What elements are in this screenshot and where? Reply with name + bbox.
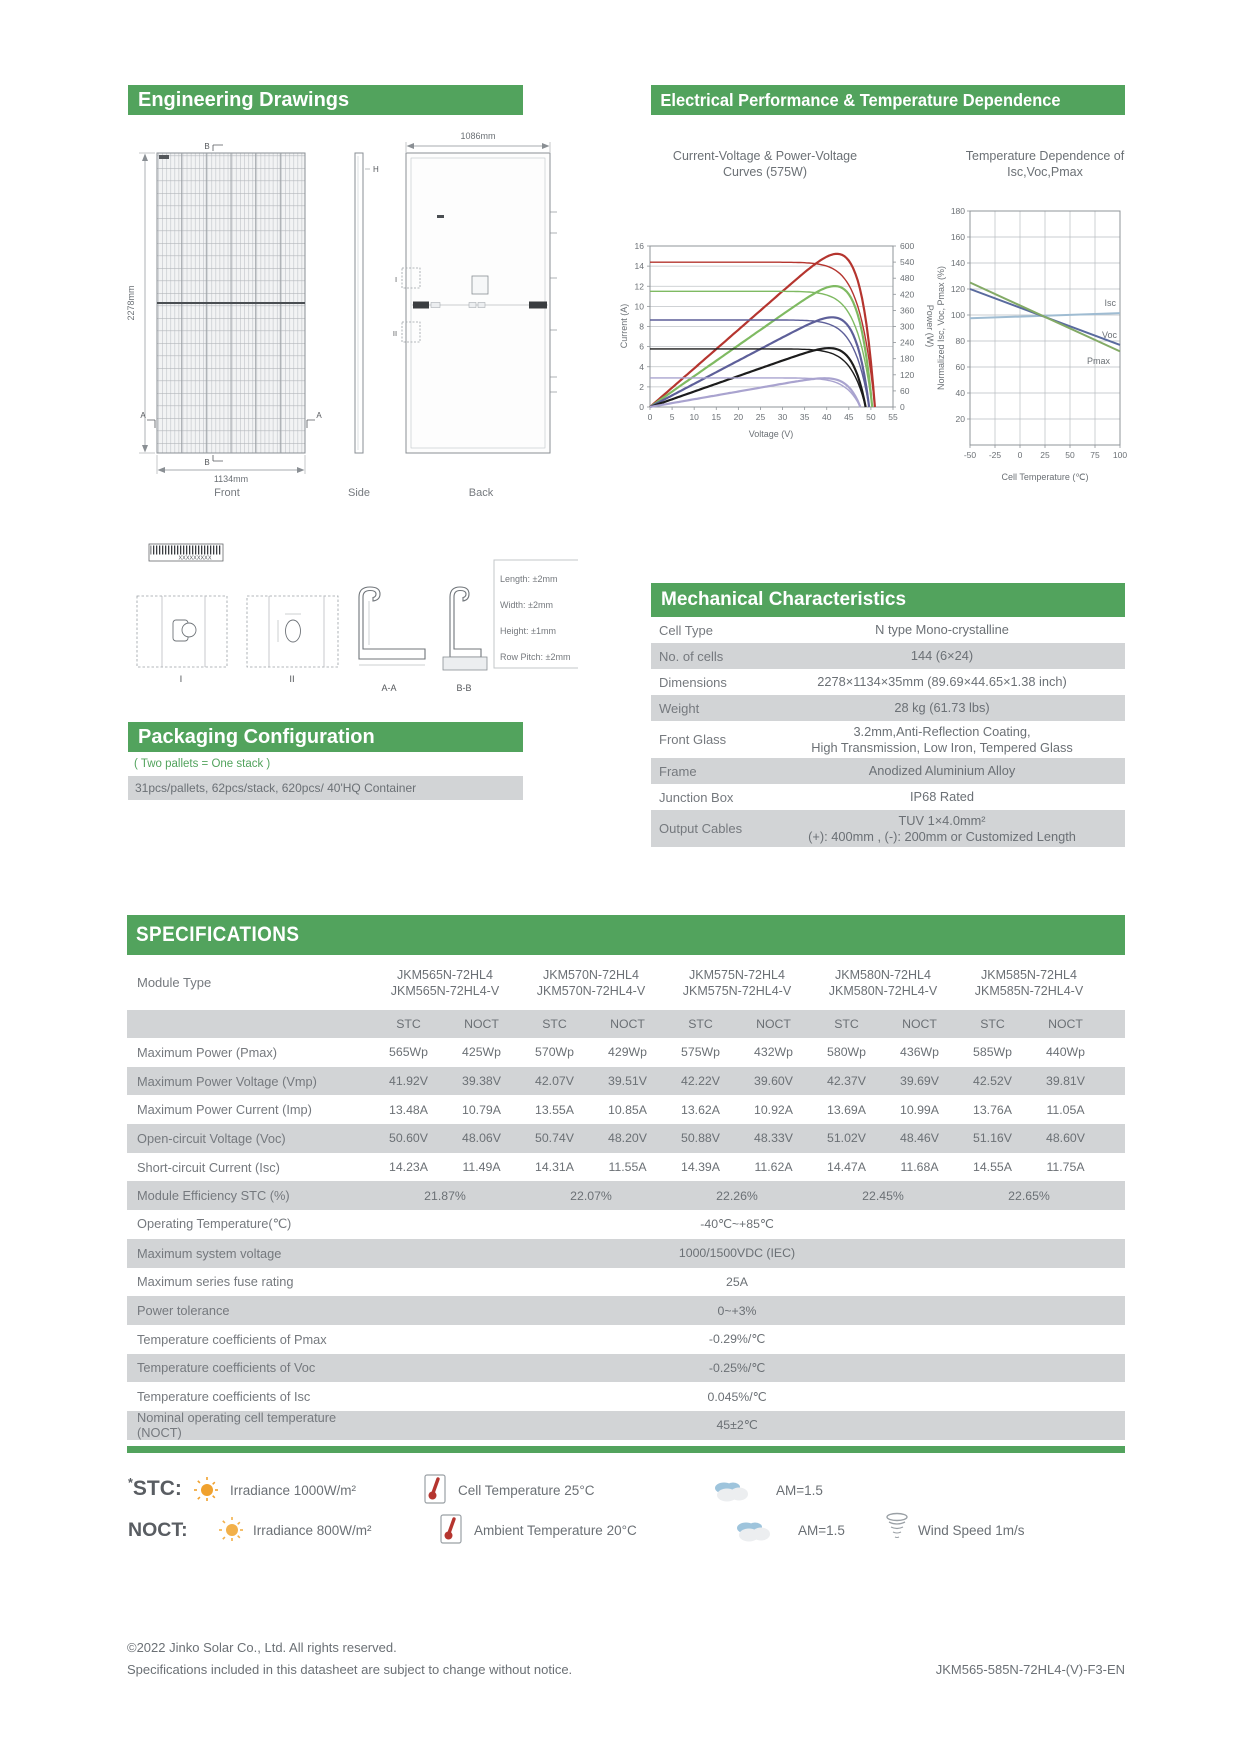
voc-line-label: Voc — [1101, 330, 1117, 340]
axis-tick-label: 540 — [900, 257, 915, 268]
axis-tick-label: -25 — [988, 450, 1002, 460]
front-view-drawing — [126, 142, 322, 499]
condition-pair — [664, 1017, 810, 1031]
engineering-drawings — [117, 118, 578, 700]
axis-tick-label: 12 — [634, 281, 644, 292]
frame-section-aa — [359, 587, 425, 665]
axis-tick-label: 16 — [634, 241, 644, 251]
spec-value: 0.045%/℃ — [707, 1389, 767, 1404]
packaging-note: ( Two pallets = One stack ) — [134, 758, 271, 770]
axis-tick-label: 25 — [1040, 450, 1050, 460]
spec-value: 48.06V — [462, 1131, 501, 1146]
cloud-icon — [712, 1480, 752, 1504]
engineering-drawings-header — [128, 85, 523, 115]
axis-tick-label: 30 — [777, 412, 788, 422]
noct-irradiance: Irradiance 800W/m² — [253, 1523, 372, 1538]
spec-row — [127, 1382, 1125, 1411]
axis-tick-label: 0 — [639, 402, 644, 412]
iv-chart-title-line2: Curves (575W) — [722, 165, 808, 179]
specifications-title: SPECIFICATIONS — [136, 923, 300, 946]
mech-value-line1: TUV 1×4.0mm² — [898, 812, 986, 828]
condition-header-row — [127, 1010, 1125, 1038]
mech-row-weight — [651, 695, 1125, 721]
axis-tick-label: 480 — [900, 273, 915, 284]
axis-tick-label: 50 — [866, 412, 876, 422]
axis-tick-label: 5 — [669, 412, 675, 422]
tolerance-box — [494, 560, 578, 668]
spec-value: 14.31A — [535, 1160, 574, 1175]
module-name: JKM580N-72HL4 — [835, 967, 931, 982]
current-voltage-curve — [650, 378, 860, 407]
sun-icon — [219, 1517, 245, 1543]
module-name: JKM565N-72HL4 — [397, 967, 493, 982]
spec-value: 580Wp — [827, 1045, 866, 1060]
axis-tick-label: 55 — [888, 412, 898, 422]
spec-value: 48.33V — [754, 1131, 793, 1146]
mounting-ticks — [550, 212, 557, 392]
spec-value: 41.92V — [389, 1074, 428, 1089]
packaging-detail: 31pcs/pallets, 62pcs/stack, 620pcs/ 40'HQ Container — [135, 781, 417, 795]
spec-row-label: Operating Temperature(℃) — [137, 1216, 292, 1232]
stc-asterisk: * — [128, 1476, 133, 1490]
tolerance-width: Width: ±2mm — [500, 600, 553, 610]
mech-label: Junction Box — [659, 789, 734, 805]
stc-label-text: STC: — [132, 1477, 182, 1500]
axis-tick-label: 40 — [955, 388, 965, 398]
mech-value: 28 kg (61.73 lbs) — [894, 700, 990, 715]
mech-row-front-glass — [651, 721, 1125, 758]
back-width-dimension: 1086mm — [460, 131, 496, 141]
footer-disclaimer: Specifications included in this datasheet are subject to change without notice. — [127, 1662, 573, 1677]
mech-value — [759, 724, 1125, 756]
axis-tick-label: 120 — [950, 284, 965, 294]
spec-value: 14.23A — [389, 1160, 428, 1175]
tolerance-row-pitch: Row Pitch: ±2mm — [500, 652, 571, 662]
axis-tick-label: 420 — [900, 289, 915, 300]
noct-ambient-temperature: Ambient Temperature 20°C — [474, 1523, 637, 1538]
spec-row-label: Open-circuit Voltage (Voc) — [137, 1130, 286, 1146]
barcode — [149, 544, 223, 562]
condition-pair — [810, 1017, 956, 1031]
axis-tick-label: 75 — [1090, 450, 1100, 460]
front-width-dimension: 1134mm — [213, 474, 249, 484]
stc-cell-temperature: Cell Temperature 25°C — [458, 1483, 595, 1498]
spec-value: 11.75A — [1046, 1160, 1085, 1175]
spec-value: 585Wp — [973, 1045, 1012, 1060]
packaging-configuration-header — [128, 722, 523, 752]
axis-tick-label: 360 — [900, 305, 915, 316]
x-axis-label-voltage: Voltage (V) — [748, 429, 794, 439]
stc-header: STC — [834, 1017, 859, 1031]
temp-chart-title-line2: Isc,Voc,Pmax — [1007, 165, 1083, 179]
thermometer-icon — [424, 1474, 446, 1504]
stc-header: STC — [542, 1017, 567, 1031]
mech-label: Frame — [659, 763, 697, 779]
spec-value: 570Wp — [535, 1045, 574, 1060]
axis-tick-label: 6 — [639, 341, 644, 352]
spec-value: 22.45% — [862, 1188, 904, 1203]
noct-label-text: NOCT: — [128, 1519, 188, 1541]
spec-value: 50.88V — [681, 1131, 720, 1146]
spec-value: 11.68A — [900, 1160, 939, 1175]
axis-tick-label: 25 — [755, 412, 766, 422]
spec-value: 21.87% — [424, 1188, 466, 1203]
axis-tick-label: 60 — [900, 385, 910, 396]
document-code: JKM565-585N-72HL4-(V)-F3-EN — [935, 1662, 1125, 1677]
wind-icon — [884, 1512, 910, 1542]
spec-value: 22.07% — [570, 1188, 612, 1203]
spec-value: 14.55A — [973, 1160, 1012, 1175]
axis-tick-label: 140 — [950, 258, 965, 268]
mech-label: No. of cells — [659, 648, 724, 664]
axis-tick-label: 300 — [900, 321, 915, 332]
packaging-detail-bar — [128, 776, 523, 800]
spec-row — [127, 1124, 1125, 1153]
mechanical-characteristics-table — [651, 583, 1125, 847]
cloud-icon — [734, 1520, 774, 1544]
spec-value: 425Wp — [462, 1045, 501, 1060]
axis-tick-label: 8 — [639, 321, 644, 332]
noct-label — [128, 1519, 188, 1542]
axis-tick-label: 180 — [950, 206, 965, 216]
axis-tick-label: 45 — [844, 412, 854, 422]
spec-row-label: Nominal operating cell temperature (NOCT) — [137, 1410, 337, 1441]
specifications-header — [127, 915, 1125, 955]
iv-chart-title-line1: Current-Voltage & Power-Voltage — [672, 149, 858, 163]
mech-value: 2278×1134×35mm (89.69×44.65×1.38 inch) — [817, 674, 1067, 689]
spec-value: 39.60V — [754, 1074, 793, 1089]
mech-label: Cell Type — [659, 622, 713, 638]
temp-chart-title-line1: Temperature Dependence of — [965, 149, 1125, 163]
module-name: JKM575N-72HL4 — [689, 967, 785, 982]
mech-value: Anodized Aluminium Alloy — [868, 763, 1016, 778]
mech-label: Front Glass — [659, 732, 727, 747]
tolerance-height: Height: ±1mm — [500, 626, 556, 636]
footer-copyright: ©2022 Jinko Solar Co., Ltd. All rights reserved. — [127, 1640, 397, 1655]
section-mark-a-right: A — [316, 411, 322, 420]
mounting-hole-detail-1 — [137, 596, 227, 685]
spec-value: 13.76A — [973, 1102, 1012, 1117]
spec-value: 11.05A — [1046, 1102, 1085, 1117]
spec-rows — [127, 1038, 1125, 1440]
spec-row-label: Maximum Power (Pmax) — [137, 1044, 278, 1060]
spec-row — [127, 1354, 1125, 1383]
spec-value: 42.37V — [827, 1074, 866, 1089]
spec-row-label: Short-circuit Current (Isc) — [137, 1159, 280, 1175]
spec-row-label: Maximum system voltage — [137, 1245, 282, 1261]
mech-value — [759, 813, 1125, 845]
spec-row — [127, 1181, 1125, 1210]
iv-power-voltage-chart — [590, 140, 950, 490]
spec-value: 39.81V — [1046, 1074, 1085, 1089]
current-voltage-curve — [650, 320, 869, 407]
spec-value: 10.99A — [900, 1102, 939, 1117]
module-column-4 — [810, 967, 956, 999]
specifications-underline — [127, 1446, 1125, 1453]
axis-tick-label: 40 — [821, 412, 832, 422]
spec-value: 10.92A — [754, 1102, 793, 1117]
axis-tick-label: 20 — [733, 412, 744, 422]
back-detail-mark-2: II — [392, 329, 398, 338]
axis-tick-label: 50 — [1065, 450, 1075, 460]
axis-tick-label: 0 — [647, 412, 653, 422]
module-column-5 — [956, 967, 1102, 999]
spec-value: 48.20V — [608, 1131, 647, 1146]
back-view-label: Back — [468, 487, 494, 499]
spec-value: 45±2℃ — [716, 1418, 758, 1433]
axis-tick-label: 10 — [634, 301, 644, 312]
spec-value: 51.02V — [827, 1131, 866, 1146]
stc-irradiance: Irradiance 1000W/m² — [230, 1483, 357, 1498]
module-name-v: JKM565N-72HL4-V — [390, 983, 500, 998]
axis-tick-label: 0 — [1017, 450, 1023, 460]
mech-label: Dimensions — [659, 674, 727, 690]
spec-value: 10.79A — [462, 1102, 501, 1117]
spec-row — [127, 1153, 1125, 1182]
noct-header: NOCT — [1048, 1017, 1083, 1031]
back-detail-mark-1: I — [394, 275, 398, 284]
spec-value: 39.69V — [900, 1074, 939, 1089]
axis-tick-label: 180 — [900, 353, 915, 364]
electrical-performance-header — [651, 85, 1125, 115]
spec-row-label: Temperature coefficients of Voc — [137, 1360, 316, 1376]
mech-label: Weight — [659, 700, 700, 716]
spec-value: 14.47A — [827, 1160, 866, 1175]
axis-tick-label: 100 — [1112, 450, 1128, 460]
axis-tick-label: 100 — [950, 310, 965, 320]
spec-row-label: Temperature coefficients of Pmax — [137, 1331, 327, 1347]
spec-row-label: Maximum Power Current (Imp) — [137, 1102, 312, 1118]
stc-header: STC — [980, 1017, 1005, 1031]
axis-tick-label: 240 — [900, 337, 915, 348]
spec-row — [127, 1296, 1125, 1325]
mech-row-output-cables — [651, 810, 1125, 847]
spec-row — [127, 1239, 1125, 1268]
side-h-mark: H — [373, 165, 379, 174]
spec-value: 0~+3% — [717, 1303, 757, 1318]
spec-value: 22.65% — [1008, 1188, 1050, 1203]
mechanical-characteristics-header — [651, 583, 1125, 617]
spec-value: 14.39A — [681, 1160, 720, 1175]
module-type-label: Module Type — [137, 975, 212, 990]
detail-2-label: II — [289, 674, 295, 685]
tolerance-length: Length: ±2mm — [500, 574, 558, 584]
spec-value: 436Wp — [900, 1045, 939, 1060]
sun-icon — [194, 1477, 220, 1503]
module-column-1 — [372, 967, 518, 999]
stc-am: AM=1.5 — [776, 1483, 823, 1498]
noct-header: NOCT — [756, 1017, 791, 1031]
spec-value: 13.55A — [535, 1102, 574, 1117]
spec-value: 575Wp — [681, 1045, 720, 1060]
module-column-2 — [518, 967, 664, 999]
isc-line-label: Isc — [1104, 298, 1116, 308]
spec-value: 42.52V — [973, 1074, 1012, 1089]
stc-label — [128, 1476, 182, 1501]
side-view-drawing — [348, 153, 379, 499]
noct-am: AM=1.5 — [798, 1523, 845, 1538]
spec-value: 51.16V — [973, 1131, 1012, 1146]
spec-value: -0.29%/℃ — [708, 1332, 766, 1347]
spec-value: 429Wp — [608, 1045, 647, 1060]
detail-1-label: I — [179, 674, 183, 685]
spec-value: 1000/1500VDC (IEC) — [678, 1246, 796, 1261]
spec-row — [127, 1210, 1125, 1239]
spec-value: 432Wp — [754, 1045, 793, 1060]
electrical-performance-title: Electrical Performance & Temperature Dependence — [660, 89, 1061, 110]
spec-row-label: Module Efficiency STC (%) — [137, 1188, 290, 1204]
axis-tick-label: 60 — [955, 362, 965, 372]
module-column-3 — [664, 967, 810, 999]
section-bb-label: B-B — [456, 683, 472, 693]
spec-value: 11.49A — [462, 1160, 501, 1175]
module-type-row — [127, 955, 1125, 1010]
mounting-hole-detail-2 — [247, 596, 338, 685]
stc-header: STC — [396, 1017, 421, 1031]
mech-value-line1: 3.2mm,Anti-Reflection Coating, — [853, 723, 1031, 739]
axis-tick-label: 120 — [900, 369, 915, 380]
spec-value: -40℃~+85℃ — [700, 1217, 774, 1232]
condition-pair — [372, 1017, 518, 1031]
noct-header: NOCT — [902, 1017, 937, 1031]
axis-tick-label: 80 — [955, 336, 965, 346]
power-voltage-curve — [650, 378, 860, 407]
noct-wind-speed: Wind Speed 1m/s — [918, 1523, 1025, 1538]
spec-row — [127, 1095, 1125, 1124]
spec-value: 25A — [726, 1274, 748, 1289]
spec-row-label: Power tolerance — [137, 1303, 230, 1319]
front-view-label: Front — [214, 487, 240, 499]
axis-tick-label: 0 — [900, 402, 905, 412]
spec-value: 565Wp — [389, 1045, 428, 1060]
spec-row — [127, 1038, 1125, 1067]
spec-value: 39.38V — [462, 1074, 501, 1089]
section-mark-b-top: B — [204, 142, 210, 151]
temperature-dependence-chart — [930, 140, 1140, 495]
spec-value: 13.69A — [827, 1102, 866, 1117]
spec-value: 11.62A — [754, 1160, 793, 1175]
spec-value: 42.22V — [681, 1074, 720, 1089]
mech-value: N type Mono-crystalline — [875, 622, 1009, 637]
y-axis-label-current: Current (A) — [619, 303, 629, 349]
mech-label: Output Cables — [659, 821, 743, 836]
y-axis-label-power: Power (W) — [925, 304, 935, 348]
section-mark-a-left: A — [140, 411, 146, 420]
mech-value: IP68 Rated — [909, 789, 975, 804]
spec-row — [127, 1268, 1125, 1297]
axis-tick-label: 600 — [900, 241, 915, 251]
barcode-text: XXXXXXXXX — [178, 555, 212, 562]
spec-row — [127, 1067, 1125, 1096]
spec-value: 13.62A — [681, 1102, 720, 1117]
spec-value: 13.48A — [389, 1102, 428, 1117]
axis-tick-label: 20 — [955, 414, 965, 424]
axis-tick-label: 4 — [639, 361, 644, 372]
packaging-configuration-title: Packaging Configuration — [138, 725, 375, 748]
spec-value: 11.55A — [608, 1160, 647, 1175]
spec-value: 22.26% — [716, 1188, 758, 1203]
spec-row — [127, 1411, 1125, 1440]
axis-tick-label: 14 — [634, 261, 644, 272]
mech-row-dimensions — [651, 669, 1125, 695]
front-height-dimension: 2278mm — [126, 285, 136, 321]
engineering-drawings-title: Engineering Drawings — [138, 88, 350, 111]
spec-row-label: Maximum series fuse rating — [137, 1274, 294, 1290]
module-name-v: JKM585N-72HL4-V — [974, 983, 1084, 998]
spec-row-label: Maximum Power Voltage (Vmp) — [137, 1073, 317, 1089]
mechanical-characteristics-title: Mechanical Characteristics — [661, 589, 907, 610]
spec-value: 440Wp — [1046, 1045, 1085, 1060]
axis-tick-label: 160 — [950, 232, 965, 242]
spec-value: 42.07V — [535, 1074, 574, 1089]
axis-tick-label: 2 — [639, 381, 644, 392]
mech-row-cell-type — [651, 617, 1125, 643]
module-name: JKM570N-72HL4 — [543, 967, 639, 982]
spec-row — [127, 1325, 1125, 1354]
specifications-table — [127, 915, 1125, 1440]
module-name-v: JKM580N-72HL4-V — [828, 983, 938, 998]
spec-value: 48.46V — [900, 1131, 939, 1146]
spec-value: 50.60V — [389, 1131, 428, 1146]
stc-header: STC — [688, 1017, 713, 1031]
axis-tick-label: 10 — [689, 412, 699, 422]
frame-section-bb — [443, 587, 487, 670]
section-aa-label: A-A — [381, 683, 397, 693]
mech-row-no-of-cells — [651, 643, 1125, 669]
thermometer-icon — [440, 1514, 462, 1544]
spec-value: 48.60V — [1046, 1131, 1085, 1146]
spec-value: 10.85A — [608, 1102, 647, 1117]
mech-row-frame — [651, 758, 1125, 784]
module-name-v: JKM575N-72HL4-V — [682, 983, 792, 998]
axis-tick-label: 15 — [711, 412, 722, 422]
spec-row-label: Temperature coefficients of Isc — [137, 1389, 311, 1405]
y-axis-label-normalized: Normalized Isc, Voc, Pmax (%) — [936, 265, 946, 391]
back-view-drawing — [393, 131, 557, 499]
condition-pair — [518, 1017, 664, 1031]
module-name-v: JKM570N-72HL4-V — [536, 983, 646, 998]
section-mark-b-bottom: B — [204, 458, 210, 467]
module-name: JKM585N-72HL4 — [981, 967, 1077, 982]
spec-value: -0.25%/℃ — [708, 1360, 766, 1375]
spec-value: 39.51V — [608, 1074, 647, 1089]
x-axis-label-cell-temperature: Cell Temperature (℃) — [1001, 472, 1089, 482]
axis-tick-label: -50 — [963, 450, 977, 460]
spec-value: 50.74V — [535, 1131, 574, 1146]
mech-value-line2: High Transmission, Low Iron, Tempered Glass — [811, 739, 1073, 755]
pmax-line-label: Pmax — [1086, 356, 1110, 366]
side-view-label: Side — [347, 487, 371, 499]
mech-value-line2: (+): 400mm , (-): 200mm or Customized Length — [808, 828, 1076, 844]
mech-value: 144 (6×24) — [910, 648, 974, 663]
mech-row-junction-box — [651, 784, 1125, 810]
axis-tick-label: 35 — [799, 412, 810, 422]
condition-pair — [956, 1017, 1102, 1031]
noct-header: NOCT — [610, 1017, 645, 1031]
noct-header: NOCT — [464, 1017, 499, 1031]
